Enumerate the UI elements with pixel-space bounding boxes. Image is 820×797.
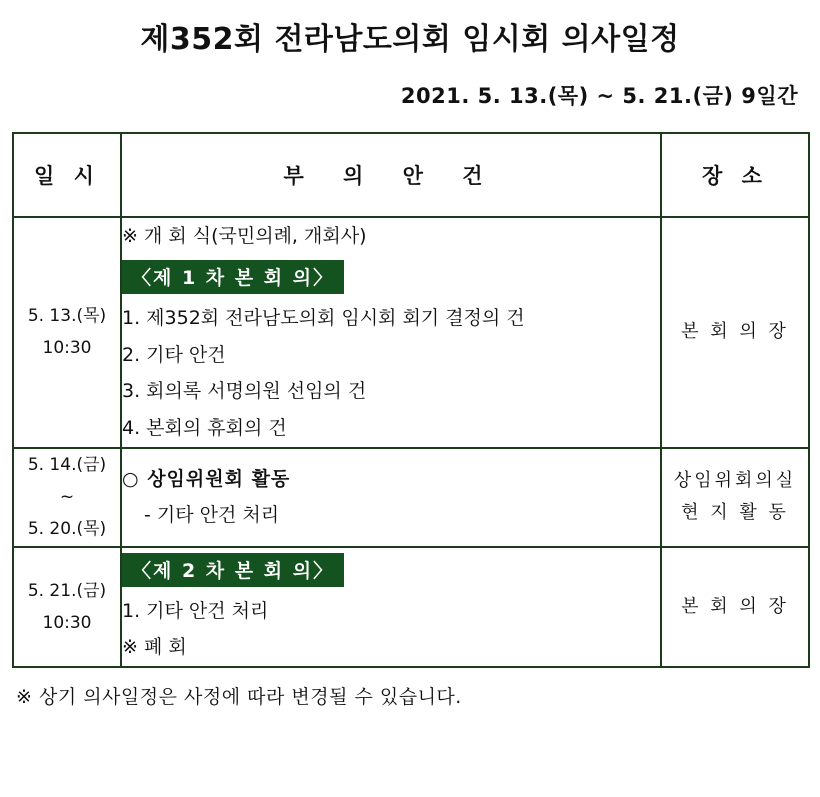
agenda-item: ※ 개 회 식(국민의례, 개회사) xyxy=(122,225,367,247)
date-line: 10:30 xyxy=(42,338,92,359)
session-banner-wrap xyxy=(122,255,660,300)
table-body xyxy=(13,217,809,667)
cell-place: 본 회 의 장 xyxy=(661,547,809,668)
agenda-item: 4. 본회의 휴회의 건 xyxy=(122,417,287,440)
date-line: 5. 14.(금) xyxy=(27,454,107,475)
agenda-item: - 기타 안건 처리 xyxy=(144,504,280,527)
date-line: 5. 21.(금) xyxy=(27,580,107,601)
date-line: 5. 20.(목) xyxy=(27,519,107,540)
column-header-place: 장 소 xyxy=(661,133,809,217)
cell-date xyxy=(13,217,121,448)
cell-place: 본 회 의 장 xyxy=(661,217,809,448)
session-banner: 〈제 1 차 본 회 의〉 xyxy=(122,260,344,294)
table-header-row xyxy=(13,133,809,217)
date-line: 10:30 xyxy=(42,612,92,633)
date-line: 5. 13.(목) xyxy=(27,306,107,327)
cell-date xyxy=(13,547,121,668)
cell-date xyxy=(13,448,121,547)
table-row xyxy=(13,217,809,448)
session-banner: 〈제 2 차 본 회 의〉 xyxy=(122,553,344,587)
place-line: 상임위회의실 xyxy=(673,469,797,491)
agenda-item: ○ 상임위원회 활동 xyxy=(122,467,291,490)
page-title: 제352회 전라남도의회 임시회 의사일정 xyxy=(140,22,680,57)
cell-agenda xyxy=(121,547,661,668)
agenda-item: 1. 제352회 전라남도의회 임시회 회기 결정의 건 xyxy=(122,306,525,329)
schedule-table xyxy=(12,132,810,668)
column-header-date: 일 시 xyxy=(13,133,121,217)
agenda-item: ※ 폐 회 xyxy=(122,636,187,659)
cell-agenda xyxy=(121,448,661,547)
document-page xyxy=(0,14,820,797)
table-row xyxy=(13,448,809,547)
agenda-item: 3. 회의록 서명의원 선임의 건 xyxy=(122,380,367,403)
column-header-agenda: 부 의 안 건 xyxy=(121,133,661,217)
cell-agenda xyxy=(121,217,661,448)
table-row xyxy=(13,547,809,668)
agenda-item: 1. 기타 안건 처리 xyxy=(122,599,269,622)
place-line: 현 지 활 동 xyxy=(681,502,789,524)
date-range-separator: ~ xyxy=(59,487,75,508)
agenda-item: 2. 기타 안건 xyxy=(122,343,226,366)
session-period: 2021. 5. 13.(목) ~ 5. 21.(금) 9일간 xyxy=(400,84,798,108)
footnote: ※ 상기 의사일정은 사정에 따라 변경될 수 있습니다. xyxy=(16,686,462,709)
session-banner-wrap xyxy=(122,548,660,593)
cell-place xyxy=(661,448,809,547)
table-header xyxy=(13,133,809,217)
